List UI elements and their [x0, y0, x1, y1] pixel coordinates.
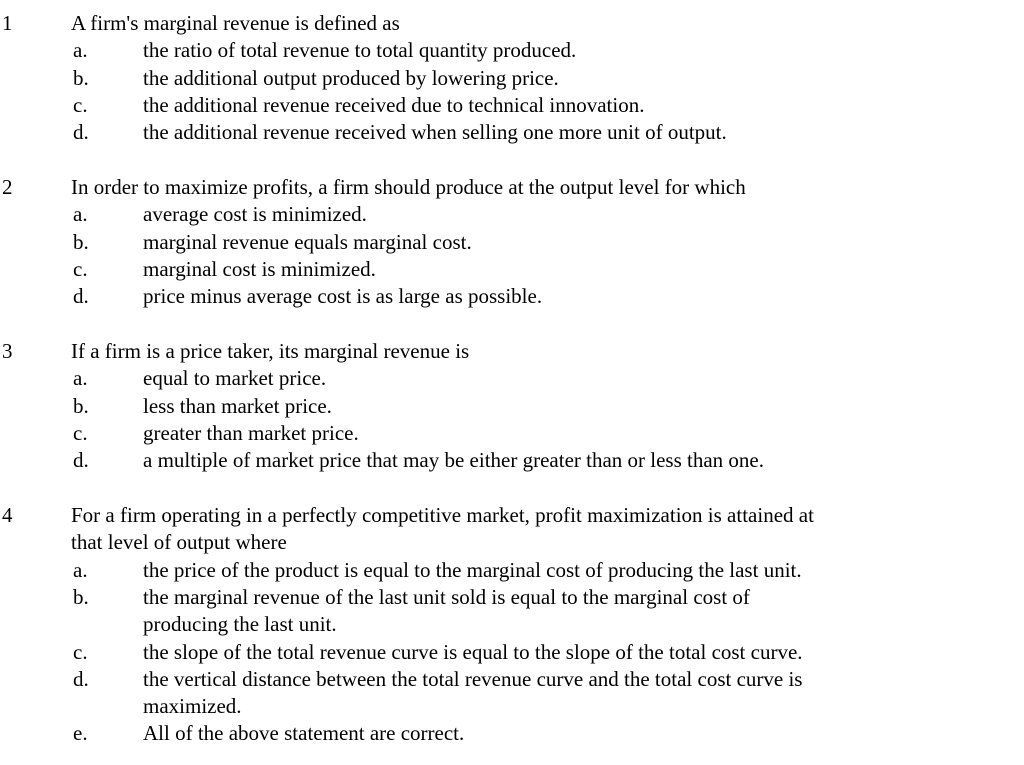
question-number: 1	[2, 11, 13, 35]
question-stem: A firm's marginal revenue is defined as	[71, 11, 400, 35]
option-text: average cost is minimized.	[143, 202, 367, 227]
option-text: the additional revenue received due to technical innovation.	[143, 92, 645, 117]
option-label: b.	[73, 584, 89, 609]
option-label: a.	[73, 557, 88, 582]
option-label: d.	[73, 284, 89, 309]
option-label: c.	[73, 92, 88, 117]
option-text-line: producing the last unit.	[143, 612, 337, 637]
option-text: the slope of the total revenue curve is equal to the slope of the total cost curve.	[143, 639, 803, 664]
option-text-line: the marginal revenue of the last unit sold is equal to the marginal cost of	[143, 584, 750, 609]
option-label: d.	[73, 120, 89, 145]
option-text: a multiple of market price that may be either greater than or less than one.	[143, 448, 765, 473]
option-label: a.	[73, 38, 88, 63]
option-text: price minus average cost is as large as possible.	[143, 284, 543, 309]
option-label: a.	[73, 202, 88, 227]
option-text: marginal cost is minimized.	[143, 256, 376, 281]
option-text: the additional output produced by lowering price.	[143, 65, 559, 90]
option-text: All of the above statement are correct.	[143, 721, 465, 746]
option-label: d.	[73, 666, 89, 691]
option-label: b.	[73, 229, 89, 254]
option-label: c.	[73, 639, 88, 664]
question-stem: If a firm is a price taker, its marginal revenue is	[71, 339, 470, 363]
option-label: b.	[73, 65, 89, 90]
question-stem: In order to maximize profits, a firm should produce at the output level for which	[71, 175, 746, 199]
option-label: b.	[73, 393, 89, 418]
option-text: the price of the product is equal to the marginal cost of producing the last unit.	[143, 557, 802, 582]
option-text-line: maximized.	[143, 694, 242, 719]
option-label: c.	[73, 420, 88, 445]
question-stem-line: that level of output where	[71, 530, 287, 555]
option-text: the ratio of total revenue to total quantity produced.	[143, 38, 577, 63]
question-number: 2	[2, 175, 13, 199]
option-text: equal to market price.	[143, 366, 327, 391]
option-text: the additional revenue received when selling one more unit of output.	[143, 120, 727, 145]
option-text-line: the vertical distance between the total revenue curve and the total cost curve is	[143, 666, 803, 691]
option-label: c.	[73, 256, 88, 281]
option-label: a.	[73, 366, 88, 391]
question-number: 4	[2, 503, 13, 527]
option-text: greater than market price.	[143, 420, 359, 445]
option-label: d.	[73, 448, 89, 473]
question-stem-line: For a firm operating in a perfectly competitive market, profit maximization is attained at	[71, 503, 814, 527]
option-label: e.	[73, 721, 88, 746]
option-text: less than market price.	[143, 393, 332, 418]
option-text: marginal revenue equals marginal cost.	[143, 229, 472, 254]
question-number: 3	[2, 339, 13, 363]
